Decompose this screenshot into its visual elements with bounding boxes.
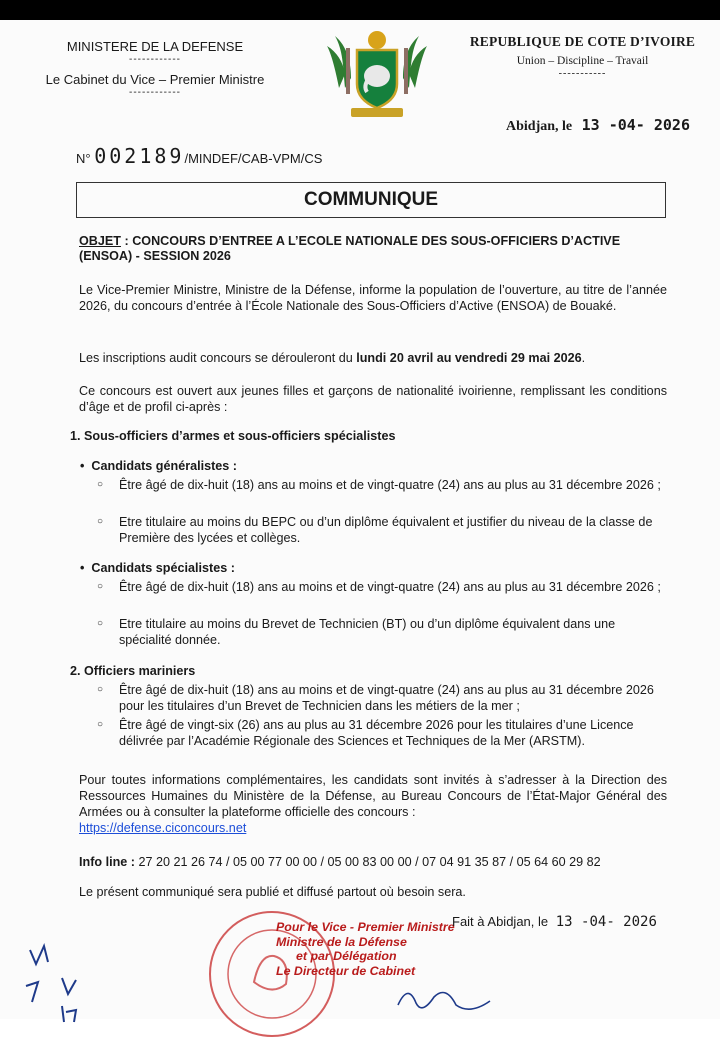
national-motto: Union – Discipline – Travail: [516, 55, 649, 67]
handwritten-initials: [22, 940, 92, 1030]
closing-sentence: Le présent communiqué sera publié et diffusé partout où besoin sera.: [79, 885, 466, 899]
top-black-bar: [0, 0, 720, 20]
header-left: [40, 38, 270, 98]
info-line: [79, 854, 667, 870]
bullet-icon: •: [80, 561, 92, 575]
communique-title: COMMUNIQUE: [303, 189, 439, 210]
reference-number: [76, 144, 322, 168]
header-left-separator: ------------: [129, 54, 181, 65]
country-name: REPUBLIQUE DE COTE D’IVOIRE: [469, 34, 696, 49]
inscriptions-prefix: Les inscriptions audit concours se dérouleront du: [79, 351, 357, 365]
objet-text: : CONCOURS D’ENTREE A L’ECOLE NATIONALE DES SOUS-OFFICIERS D’ACTIVE (ENSOA) - SESSION 2026: [79, 234, 621, 263]
header-right-separator: -----------: [558, 68, 607, 79]
document-page: [0, 20, 720, 1019]
section-1-title: 1. Sous-officiers d’armes et sous-officiers spécialistes: [70, 429, 396, 443]
date-line: [506, 116, 690, 135]
circle-bullet-icon: ○: [97, 719, 104, 730]
circle-bullet-icon: ○: [97, 516, 104, 527]
inscriptions-suffix: .: [581, 351, 586, 365]
contest-platform-link[interactable]: https://defense.ciconcours.net: [79, 821, 247, 835]
reference-suffix: /MINDEF/CAB-VPM/CS: [184, 151, 323, 166]
ministry-name: MINISTERE DE LA DEFENSE: [66, 39, 244, 54]
contact-text: Pour toutes informations complémentaires, les candidats sont invités à s’adresser à la Direction des Ressources Humaines du Ministère de la Défense, au Bureau Concours de l’État-Major Général des Armées ou à consulter la plateforme officielle des concours :: [79, 773, 667, 819]
list-item: ○ Être âgé de vingt-six (26) ans au plus au 31 décembre 2026 pour les titulaires d’une Licence délivrée par l’Académie Régionale des Sciences et Techniques de la Mer (ARSTM).: [97, 718, 634, 748]
reference-digits: 002189: [94, 144, 185, 168]
signature-block: [276, 920, 456, 978]
signature-line-1: Pour le Vice - Premier Ministre: [276, 920, 455, 934]
bullet-icon: •: [80, 459, 92, 473]
cabinet-name: Le Cabinet du Vice – Premier Ministre: [45, 72, 265, 87]
coat-of-arms-emblem: [325, 28, 429, 120]
intro-paragraph: Le Vice-Premier Ministre, Ministre de la Défense, informe la population de l’ouverture, au titre de l’année 2026, du concours d’entrée à l’École Nationale des Sous-Officiers d’Active (ENSOA) de Bouaké.: [79, 283, 667, 313]
list-item: ○ Etre titulaire au moins du BEPC ou d’un diplôme équivalent et justifier du niveau de la classe de Première des lycées et collèges.: [97, 515, 653, 545]
list-item: ○ Être âgé de dix-huit (18) ans au moins et de vingt-quatre (24) ans au plus au 31 décembre 2026 pour les titulaires d’un Brevet de Technicien dans les métiers de la mer ;: [97, 683, 654, 713]
circle-bullet-icon: ○: [97, 618, 104, 629]
objet-heading: [79, 234, 669, 264]
circle-bullet-icon: ○: [97, 581, 104, 592]
header-right: [460, 34, 705, 79]
fait-prefix: Fait à Abidjan, le: [452, 914, 549, 929]
handwritten-signature: [390, 975, 500, 1019]
objet-label: OBJET: [79, 234, 121, 248]
signature-line-3: et par Délégation: [296, 949, 397, 963]
list-item: ○ Etre titulaire au moins du Brevet de Technicien (BT) ou d’un diplôme équivalent dans une spécialité donnée.: [97, 617, 616, 647]
inscriptions-dates: lundi 20 avril au vendredi 29 mai 2026: [356, 351, 582, 365]
date-value: 13 -04- 2026: [581, 116, 690, 134]
section-2-title: 2. Officiers mariniers: [70, 664, 196, 678]
circle-bullet-icon: ○: [97, 479, 104, 490]
group-specialists-label: • Candidats spécialistes :: [80, 561, 235, 575]
list-item: ○ Être âgé de dix-huit (18) ans au moins et de vingt-quatre (24) ans au plus au 31 décembre 2026 ;: [97, 580, 661, 594]
signature-line-2: Ministre de la Défense: [276, 934, 407, 949]
eligibility-paragraph: Ce concours est ouvert aux jeunes filles et garçons de nationalité ivoirienne, remplissant les conditions d’âge et de profil ci-après :: [79, 384, 667, 414]
fait-line: [452, 914, 657, 930]
contact-paragraph: [79, 772, 667, 836]
signature-line-4: Le Directeur de Cabinet: [276, 963, 416, 978]
reference-prefix: N°: [76, 151, 91, 166]
header-left-separator-2: ------------: [129, 87, 181, 98]
communique-title-box: [76, 182, 666, 218]
info-line-numbers: 27 20 21 26 74 / 05 00 77 00 00 / 05 00 83 00 00 / 07 04 91 35 87 / 05 64 60 29 82: [138, 855, 601, 869]
info-line-label: Info line :: [79, 855, 135, 869]
group-generalists-label: • Candidats généralistes :: [80, 459, 237, 473]
list-item: ○ Être âgé de dix-huit (18) ans au moins et de vingt-quatre (24) ans au plus au 31 décembre 2026 ;: [97, 478, 661, 492]
circle-bullet-icon: ○: [97, 684, 104, 695]
date-prefix: Abidjan, le: [506, 119, 573, 134]
inscriptions-paragraph: [79, 350, 667, 366]
fait-date: 13 -04- 2026: [555, 914, 657, 930]
